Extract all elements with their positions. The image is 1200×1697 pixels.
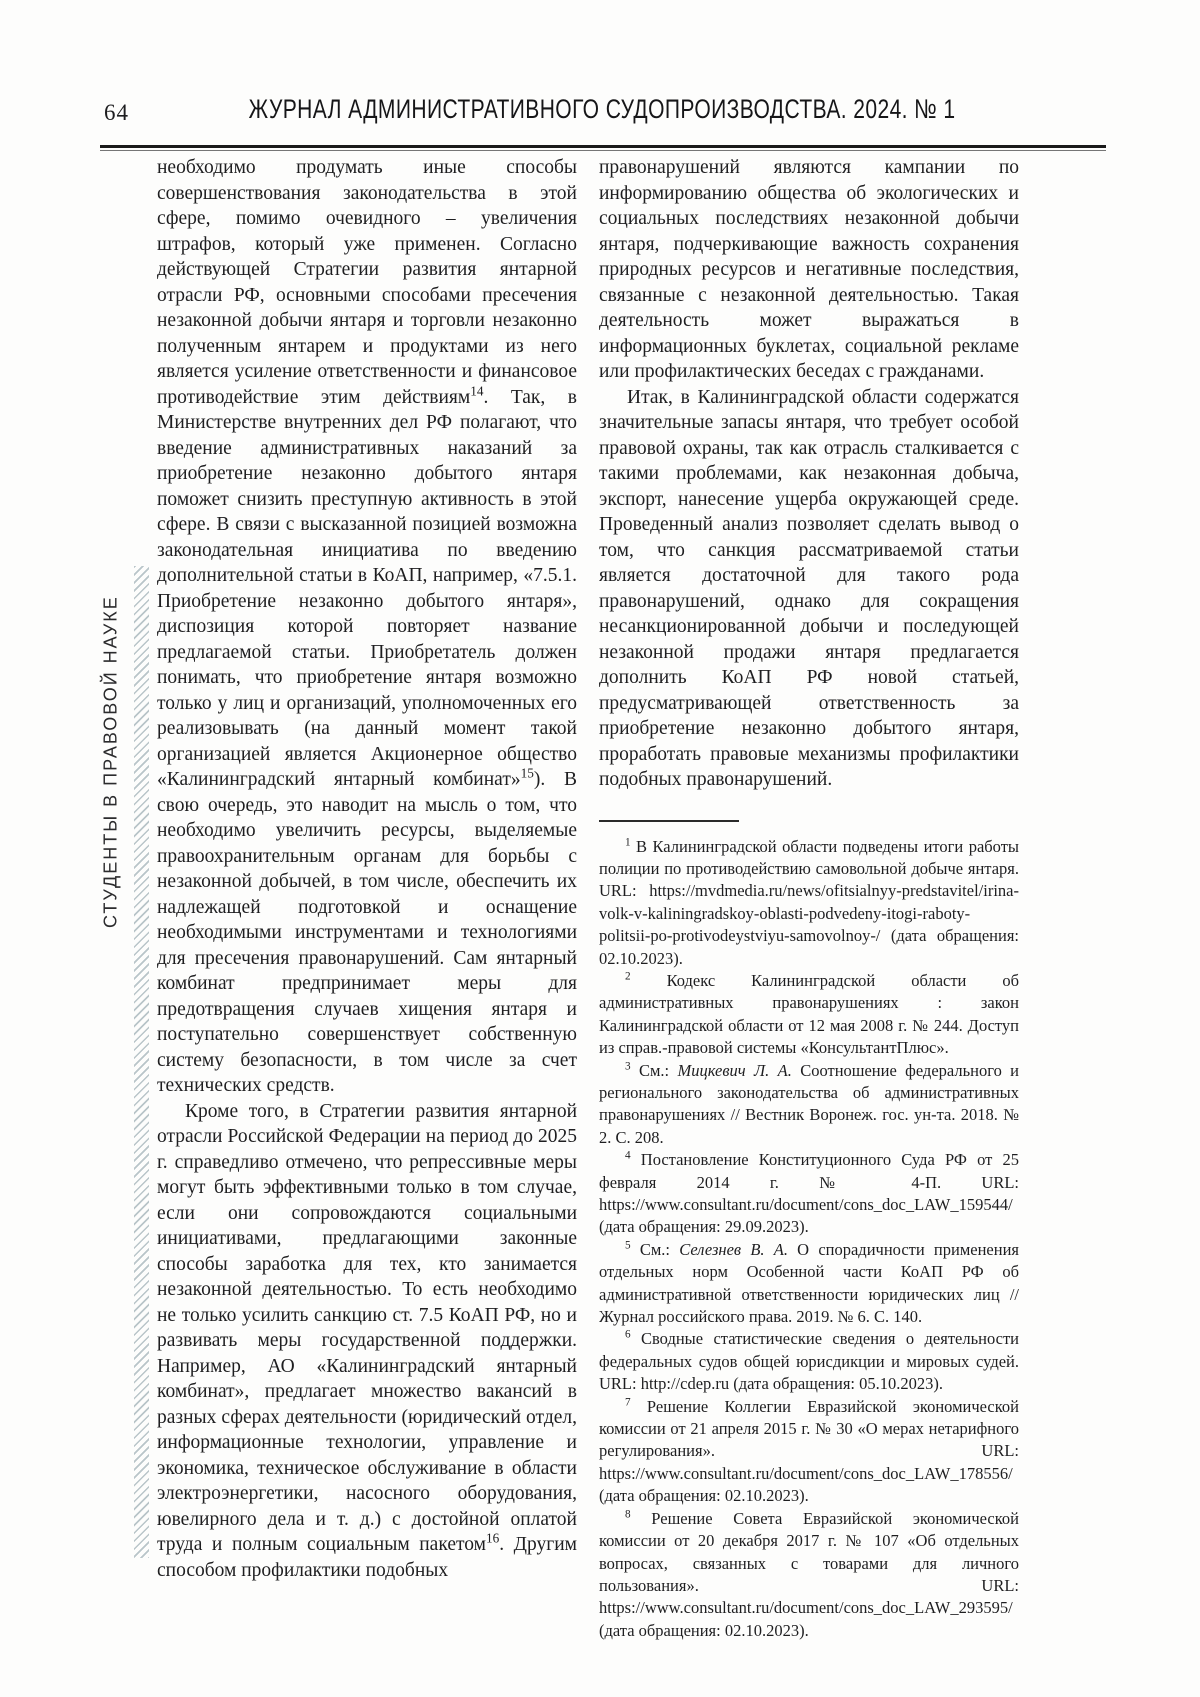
text-run: О спорадичности применения отдельных норм Особенной части КоАП РФ об административной ответственности юридических лиц // Журнал российского права. 2019. № 6. С. 140. <box>599 1239 1019 1327</box>
footnote-ref: 8 <box>625 1508 631 1521</box>
footnote-ref: 5 <box>625 1239 631 1252</box>
text-run: Мицкевич Л. А. <box>677 1060 792 1080</box>
footnote-ref: 1 <box>625 836 631 848</box>
footnote <box>599 836 1019 970</box>
footnote <box>599 1149 1019 1239</box>
text-run: Решение Коллегии Евразийской экономической комиссии от 21 апреля 2015 г. № 30 «О мерах нетарифного регулирования». URL: https://www.consultant.ru/document/cons_doc_LAW_178556/ (дата обращения: 02.10.2023). <box>599 1396 1019 1506</box>
right-column-paragraphs <box>599 155 1019 793</box>
page-header <box>100 94 1105 134</box>
text-run: Кроме того, в Стратегии развития янтарной отрасли Российской Федерации на период до 2025 г. справедливо отмечено, что репрессивные меры могут быть эффективными только в том случае, если они сопровождаются социальными инициативами, предлагающими законные способы заработка для тех, кто занимается незаконной деятельностью. То есть необходимо не только усилить санкцию ст. 7.5 КоАП РФ, но и развивать меры государственной поддержки. Например, АО «Калининградский янтарный комбинат», предлагает множество вакансий в разных сферах деятельности (юридический отдел, информационные технологии, управление и экономика, техническое обслуживание в области электроэнергетики, насосного оборудования, ювелирного дела и т. д.) с достойной оплатой труда и полным социальным пакетом <box>157 1100 577 1555</box>
sidebar-hatch-decoration <box>134 566 149 1558</box>
sidebar-section-label: СТУДЕНТЫ В ПРАВОВОЙ НАУКЕ <box>100 595 121 929</box>
text-run: Постановление Конституционного Суда РФ от 25 февраля 2014 г. № 4-П. URL: https://www.consultant.ru/document/cons_doc_LAW_159544/ (дата обращения: 29.09.2023). <box>599 1150 1019 1237</box>
text-run: См.: <box>630 1239 680 1259</box>
text-run: ). В свою очередь, это наводит на мысль о том, что необходимо увеличить ресурсы, выделяемые правоохранительным органам для борьбы с незаконной добычей, в том числе, обеспечить их надлежащей подготовкой и оснащение необходимыми инструментами и технологиями для пресечения правонарушений. Сам янтарный комбинат предпринимает меры для предотвращения случаев хищения янтаря и поступательно совершенствует собственную систему безопасности, в том числе за счет технических средств. <box>157 769 577 1096</box>
footnote-ref: 4 <box>625 1149 631 1162</box>
footnote-separator <box>599 820 739 822</box>
text-run: В Калининградской области подведены итоги работы полиции по противодействию самовольной добыче янтаря. URL: https://mvdmedia.ru/news/ofitsialnyy-predstavitel/irina-volk-v-kaliningradskoy-oblasti-podvedeny-itogi-raboty-politsii-po-protivodeystviyu-samovolnoy-/ (дата обращения: 02.10.2023). <box>599 836 1019 968</box>
text-run: правонарушений являются кампании по информированию общества об экологических и социальных последствиях незаконной добычи янтаря, подчеркивающие важность сохранения природных ресурсов и негативные последствия, связанные с незаконной деятельностью. Такая деятельность может выражаться в информационных буклетах, социальной рекламе или профилактических беседах с гражданами. <box>599 157 1019 382</box>
text-run: Решение Совета Евразийской экономической комиссии от 20 декабря 2017 г. № 107 «Об отдельных вопросах, связанных с товарами для личного пользования». URL: https://www.consultant.ru/document/cons_doc_LAW_293595/ (дата обращения: 02.10.2023). <box>599 1508 1019 1640</box>
text-run: Соотношение федерального и регионального законодательства об административных правонарушениях // Вестник Воронеж. гос. ун-та. 2018. № 2. С. 208. <box>599 1060 1019 1147</box>
header-rule <box>100 145 1106 151</box>
text-run: См.: <box>630 1060 678 1080</box>
footnote-ref: 15 <box>520 765 534 781</box>
footnote-ref: 3 <box>625 1060 631 1073</box>
footnote-ref: 2 <box>625 970 631 983</box>
text-run: Кодекс Калининградской области об административных правонарушениях : закон Калининградской области от 12 мая 2008 г. № 244. Доступ из справ.-правовой системы «КонсультантПлюс». <box>599 970 1019 1058</box>
footnotes-block <box>599 836 1019 1643</box>
page-number: 64 <box>104 100 129 125</box>
footnote <box>599 1239 1019 1329</box>
body-paragraph <box>157 1099 577 1584</box>
footnote-ref: 16 <box>485 1530 500 1546</box>
text-run: Сводные статистические сведения о деятельности федеральных судов общей юрисдикции и мировых судей. URL: http://cdep.ru (дата обращения: 05.10.2023). <box>599 1329 1019 1394</box>
footnote-ref: 6 <box>625 1328 631 1341</box>
text-run: Итак, в Калининградской области содержатся значительные запасы янтаря, что требует особой правовой охраны, так как отрасль сталкивается с такими проблемами, как незаконная добыча, экспорт, нанесение ущерба окружающей среде. Проведенный анализ позволяет сделать вывод о том, что санкция рассматриваемой статьи является достаточной для такого рода правонарушений, однако для сокращения несанкционированной добычи и последующей незаконной продажи янтаря предлагается дополнить КоАП РФ новой статьей, предусматривающей ответственность за приобретение незаконно добытого янтаря, проработать правовые механизмы профилактики подобных правонарушений. <box>599 386 1019 790</box>
right-column <box>599 155 1019 1642</box>
footnote <box>599 1396 1019 1508</box>
text-run: Селезнев В. А. <box>679 1239 788 1259</box>
footnote <box>599 1060 1019 1150</box>
footnote <box>599 970 1019 1060</box>
body-paragraph <box>599 385 1019 793</box>
journal-title: ЖУРНАЛ АДМИНИСТРАТИВНОГО СУДОПРОИЗВОДСТВА. 2024. № 1 <box>249 94 956 124</box>
footnote <box>599 1508 1019 1642</box>
body-paragraph <box>157 155 577 1099</box>
text-run: . Так, в Министерстве внутренних дел РФ полагают, что введение административных наказаний за приобретение незаконно добытого янтаря поможет снизить преступную активность в этой сфере. В связи с высказанной позицией возможна законодательная инициатива по введению дополнительной статьи в КоАП, например, «7.5.1. Приобретение незаконно добытого янтаря», диспозиция которой повторяет название предлагаемой статьи. Приобретатель должен понимать, что приобретение янтаря возможно только у лиц и организаций, уполномоченных его реализовывать (на данный момент такой организацией является Акционерное общество «Калининградский янтарный комбинат» <box>157 386 577 790</box>
body-paragraph <box>599 155 1019 385</box>
footnote-ref: 14 <box>470 383 484 398</box>
text-columns <box>157 155 1019 1642</box>
footnote <box>599 1328 1019 1395</box>
text-run: . Другим способом профилактики подобных <box>157 1534 577 1581</box>
left-column <box>157 155 577 1642</box>
footnote-ref: 7 <box>625 1396 631 1409</box>
text-run: необходимо продумать иные способы совершенствования законодательства в этой сфере, помимо очевидного – увеличения штрафов, который уже применен. Согласно действующей Стратегии развития янтарной отрасли РФ, основными способами пресечения незаконной добычи янтаря и торговли незаконно полученным янтарем и продуктами из него является усиление ответственности и финансовое противодействие этим действиям <box>157 157 577 408</box>
